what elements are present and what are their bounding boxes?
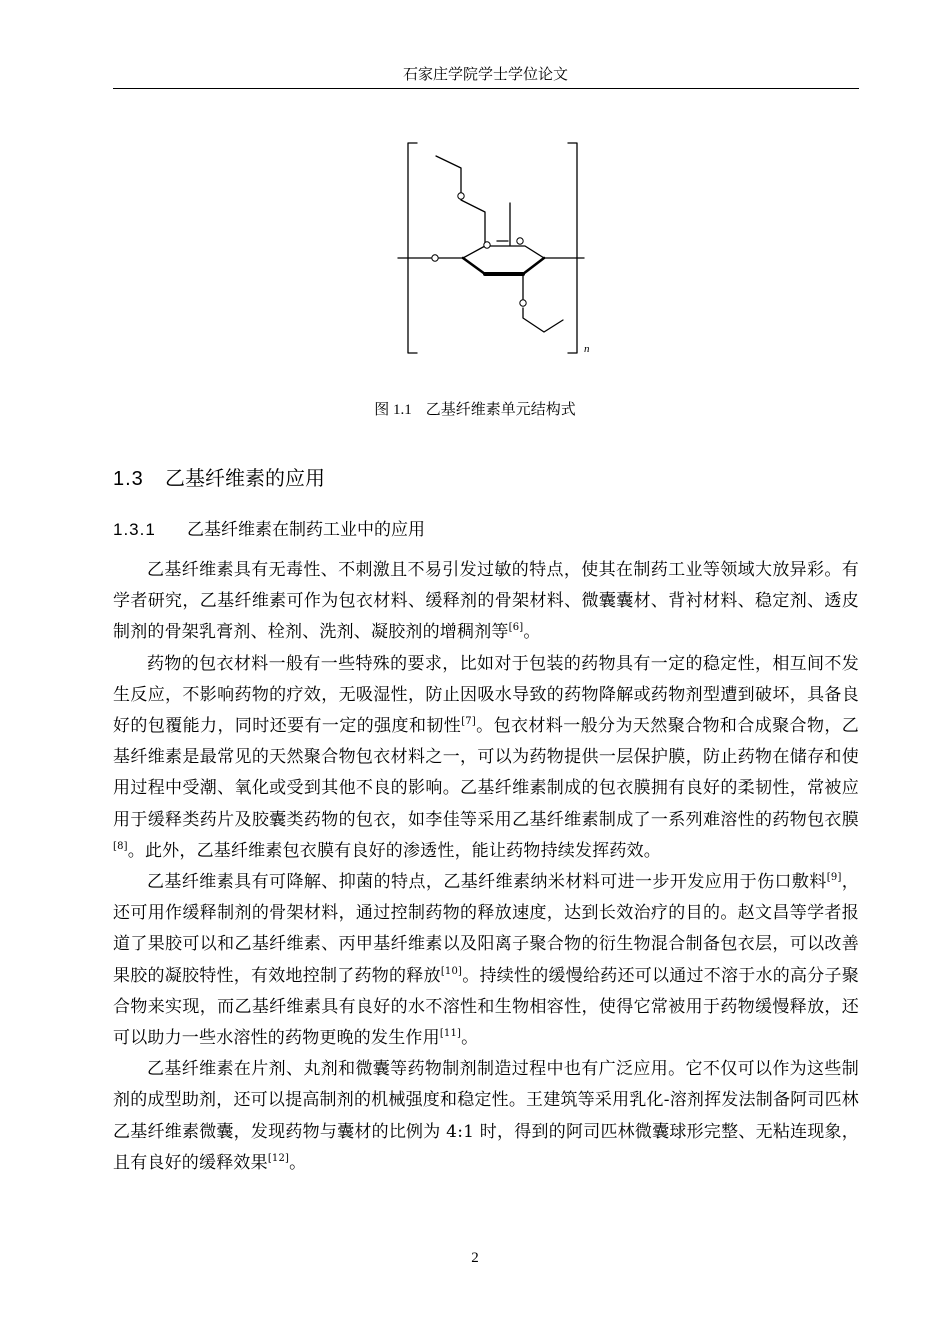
left-bracket	[408, 143, 417, 353]
figure-caption	[0, 398, 950, 419]
figure-caption-text: 乙基纤维素单元结构式	[425, 400, 576, 418]
ring-wedge-left	[463, 258, 485, 274]
oxygen-atom	[520, 300, 526, 306]
paragraph-text: 。包衣材料一般分为天然聚合物和合成聚合物，乙基纤维素是最常见的天然聚合物包衣材料之一，可以为药物提供一层保护膜，防止药物在储存和使用过程中受潮、氧化或受到其他不良的影响。乙基纤维素制成的包衣膜拥有良好的柔韧性，常被应用于缓释类药片及胶囊类药物的包衣，如李佳等采用乙基纤维素制成了一系列难溶性的药物包衣膜	[113, 716, 859, 830]
subsection-number: 1.3.1	[113, 520, 156, 539]
citation: [11]	[439, 1028, 462, 1040]
citation: [10]	[440, 965, 463, 977]
running-header: 石家庄学院学士学位论文	[402, 65, 568, 83]
paragraph	[113, 555, 859, 649]
paragraph-text: 乙基纤维素具有无毒性、不刺激且不易引发过敏的特点，使其在制药工业等领域大放异彩。有学者研究，乙基纤维素可作为包衣材料、缓释剂的骨架材料、微囊囊材、背衬材料、稳定剂、透皮制剂的骨架乳膏剂、栓剂、洗剂、凝胶剂的增稠剂等	[113, 560, 859, 643]
paragraph-text: 乙基纤维素在片剂、丸剂和微囊等药物制剂制造过程中也有广泛应用。它不仅可以作为这些制剂的成型助剂，还可以提高制剂的机械强度和稳定性。王建筑等采用乳化-溶剂挥发法制备阿司匹林乙基纤维素微囊，发现药物与囊材的比例为 4:1 时，得到的阿司匹林微囊球形完整、无粘连现象，且有良好的缓释效果	[113, 1059, 859, 1173]
paragraph-text: 药物的包衣材料一般有一些特殊的要求，比如对于包装的药物具有一定的稳定性，相互间不发生反应，不影响药物的疗效，无吸湿性，防止因吸水导致的药物降解或药物剂型遭到破坏，具备良好的包覆能力，同时还要有一定的强度和韧性	[113, 653, 859, 737]
ring-back	[463, 246, 544, 258]
paragraph-text: 。	[523, 622, 541, 643]
repeat-unit-subscript: n	[584, 343, 590, 355]
paragraph	[113, 1054, 859, 1179]
right-bracket	[568, 143, 577, 353]
ethoxy-upper-chain	[436, 156, 485, 246]
citation: [7]	[461, 716, 476, 728]
oxygen-atom	[517, 238, 523, 244]
ethyl-cellulose-structure-figure	[395, 138, 605, 360]
paragraph	[113, 649, 859, 867]
section-heading	[113, 462, 325, 491]
paragraph-text: 。持续性的缓慢给药还可以通过不溶于水的高分子聚合物来实现，而乙基纤维素具有良好的水不溶性和生物相容性，使得它常被用于药物缓慢释放，还可以助力一些水溶性的药物更晚的发生作用	[113, 965, 859, 1049]
section-title: 乙基纤维素的应用	[165, 466, 325, 490]
oxygen-atom	[458, 193, 464, 199]
paragraph-text: 。此外，乙基纤维素包衣膜有良好的渗透性，能让药物持续发挥药效。	[127, 840, 661, 861]
citation: [6]	[508, 622, 524, 634]
oxygen-atom	[484, 242, 490, 248]
page-number: 2	[471, 1250, 479, 1266]
header-rule	[113, 88, 859, 89]
body-text	[113, 555, 859, 1179]
paragraph	[113, 867, 859, 1054]
figure-caption-number: 图 1.1	[374, 402, 412, 418]
citation: [8]	[113, 840, 128, 852]
paragraph-text: 。	[461, 1028, 479, 1049]
citation: [12]	[267, 1152, 290, 1164]
citation: [9]	[826, 872, 842, 884]
oxygen-atom	[432, 255, 438, 261]
subsection-heading	[113, 515, 425, 540]
paragraph-text: 乙基纤维素具有可降解、抑菌的特点，乙基纤维素纳米材料可进一步开发应用于伤口敷料	[147, 872, 827, 893]
subsection-title: 乙基纤维素在制药工业中的应用	[187, 520, 425, 540]
paragraph-text: ，还可用作缓释制剂的骨架材料，通过控制药物的释放速度，达到长效治疗的目的。赵文昌等学者报道了果胶可以和乙基纤维素、丙甲基纤维素以及阳离子聚合物的衍生物混合制备包衣层，可以改善果胶的凝胶特性，有效地控制了药物的释放	[113, 872, 859, 986]
ring-wedge-right	[523, 258, 544, 274]
ethoxy-lower-chain	[523, 274, 563, 332]
paragraph-text: 。	[289, 1152, 307, 1173]
section-number: 1.3	[113, 468, 144, 490]
